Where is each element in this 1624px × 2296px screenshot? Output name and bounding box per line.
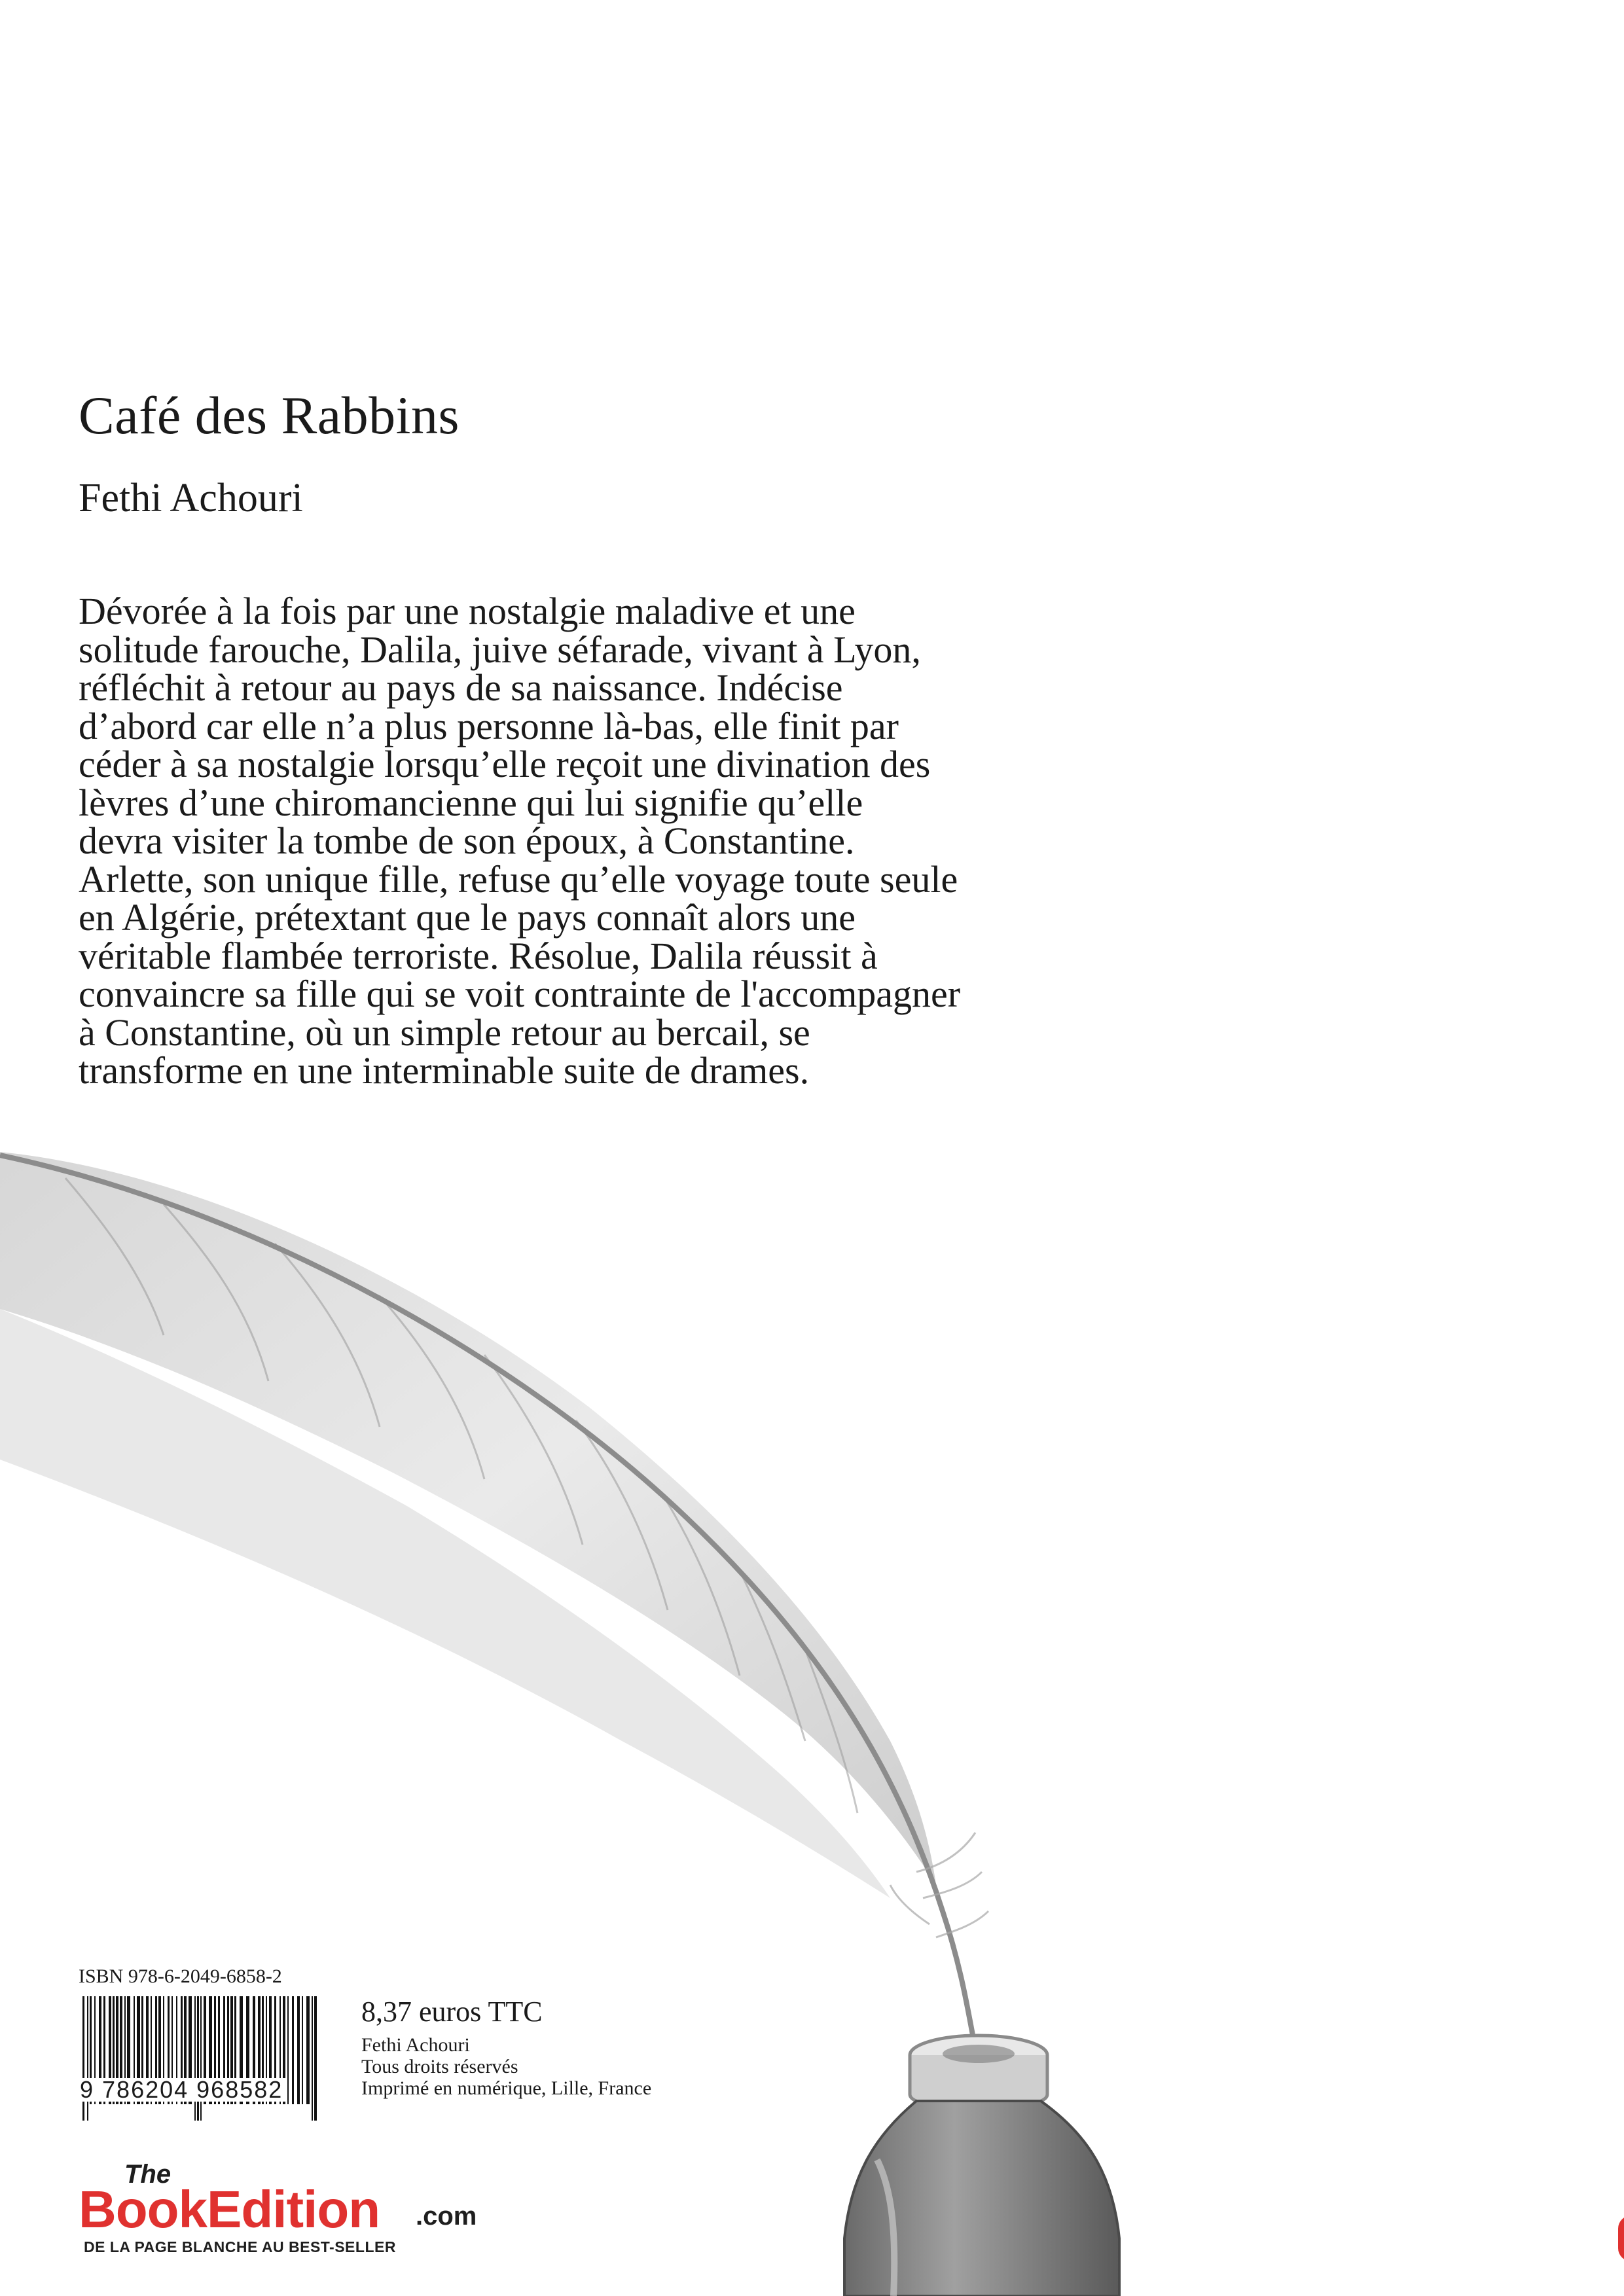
logo-com: .com xyxy=(416,2202,477,2231)
barcode-bar xyxy=(292,1996,294,2104)
blurb-line: lèvres d’une chiromancienne qui lui signifie qu’elle xyxy=(79,781,863,824)
info-rights: Tous droits réservés xyxy=(361,2056,518,2077)
blurb-line: céder à sa nostalgie lorsqu’elle reçoit une divination des xyxy=(79,743,931,785)
blurb-line: d’abord car elle n’a plus personne là-bas, elle finit par xyxy=(79,704,899,747)
quill-and-inkwell-icon xyxy=(0,1139,1624,2296)
barcode-digits: 9 786204 968582 xyxy=(77,2078,285,2102)
blurb-line: solitude farouche, Dalila, juive séfarade, vivant à Lyon, xyxy=(79,628,921,671)
blurb-line: en Algérie, prétextant que le pays connaît alors une xyxy=(79,896,856,939)
barcode-bar xyxy=(287,1996,289,2104)
blurb-line: véritable flambée terroriste. Résolue, Dalila réussit à xyxy=(79,934,878,977)
blurb-line: réfléchit à retour au pays de sa naissance. Indécise xyxy=(79,666,843,709)
logo-the: The xyxy=(124,2160,171,2189)
barcode-bar xyxy=(306,1996,310,2104)
blurb-line: Arlette, son unique fille, refuse qu’elle voyage toute seule xyxy=(79,857,958,901)
publication-info xyxy=(361,1998,651,2099)
blurb-line: à Constantine, où un simple retour au bercail, se xyxy=(79,1011,810,1054)
barcode-bar xyxy=(314,1996,317,2121)
book-author: Fethi Achouri xyxy=(79,476,303,520)
blurb-line: convaincre sa fille qui se voit contrainte de l'accompagner xyxy=(79,973,961,1015)
blurb-line: transforme en une interminable suite de drames. xyxy=(79,1049,810,1092)
info-printing: Imprimé en numérique, Lille, France xyxy=(361,2077,652,2099)
logo-tagline: DE LA PAGE BLANCHE AU BEST-SELLER xyxy=(84,2238,396,2255)
blurb-line: devra visiter la tombe de son époux, à Constantine. xyxy=(79,819,855,862)
book-blurb xyxy=(79,592,1244,1090)
barcode-bar xyxy=(312,1996,313,2121)
barcode-bar xyxy=(302,1996,303,2104)
blurb-line: Dévorée à la fois par une nostalgie maladive et une xyxy=(79,590,856,632)
book-title: Café des Rabbins xyxy=(79,386,460,445)
info-author: Fethi Achouri xyxy=(361,2034,470,2056)
isbn-label: ISBN 978-6-2049-6858-2 xyxy=(79,1965,282,1987)
barcode-bar xyxy=(297,1996,300,2104)
logo-main: BookEdition xyxy=(79,2180,380,2238)
publisher-logo xyxy=(79,2160,477,2258)
price-label: 8,37 euros TTC xyxy=(361,1996,543,2028)
